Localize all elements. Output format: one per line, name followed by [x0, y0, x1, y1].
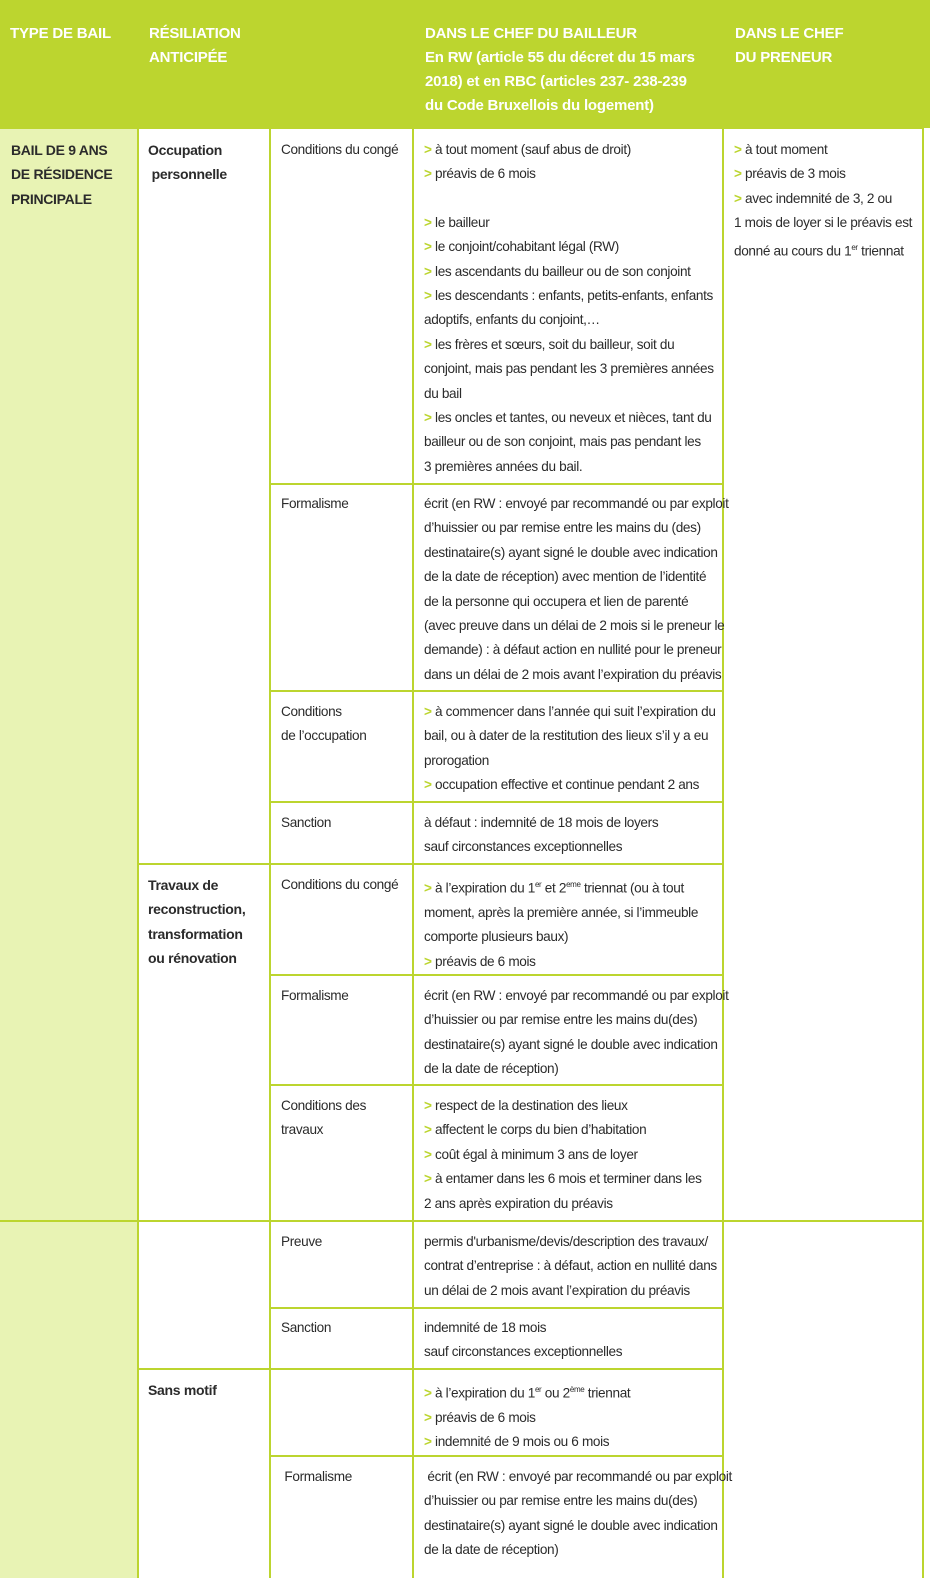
preneur-line-3: > avec indemnité de 3, 2 ou [734, 190, 892, 206]
motif-travaux-line-2: reconstruction, [148, 901, 246, 918]
aspect-sanction-1 [281, 811, 331, 835]
aspect-sanction-2-text: Sanction [281, 1320, 332, 1335]
bailleur-r9-list [424, 1316, 622, 1365]
text-line: écrit (en RW : envoyé par recommandé ou par exploit [424, 496, 729, 511]
aspect-conditions-occupation-line-2: de l’occupation [281, 728, 367, 744]
bailleur-r1a-line-2: > préavis de 6 mois [424, 166, 536, 182]
text-line: > le conjoint/cohabitant légal (RW) [424, 239, 619, 255]
bailleur-sanction-2 [424, 1316, 622, 1365]
text-line: > affectent le corps du bien d’habitation [424, 1122, 647, 1138]
spacer [424, 187, 714, 211]
grid-hline-r9 [137, 1368, 724, 1370]
text-line: d’huissier ou par remise entre les mains du(des) [424, 1493, 698, 1509]
aspect-conditions-occupation-line-1: Conditions [281, 704, 342, 719]
text-line: un délai de 2 mois avant l’expiration du préavis [424, 1282, 690, 1298]
arrow-bullet-icon: > [424, 1385, 432, 1401]
text-line: > à entamer dans les 6 mois et terminer dans les [424, 1171, 702, 1187]
header-resiliation-label: RÉSILIATION ANTICIPÉE [149, 25, 241, 66]
aspect-formalisme-3 [281, 1465, 352, 1489]
arrow-bullet-icon: > [424, 410, 432, 426]
header-preneur-label: DANS LE CHEF DU PRENEUR [735, 25, 844, 66]
text-line: > préavis de 6 mois [424, 953, 536, 969]
bailleur-conditions-conge-2 [424, 873, 698, 974]
bailleur-r1a-line-1: > à tout moment (sauf abus de droit) [424, 142, 631, 157]
preneur-line-1: > à tout moment [734, 142, 828, 157]
grid-vline-4 [722, 0, 724, 1578]
bail-type-label [11, 138, 112, 211]
text-line: d’huissier ou par remise entre les mains du(des) [424, 1012, 698, 1028]
arrow-bullet-icon: > [424, 1409, 432, 1425]
arrow-bullet-icon: > [734, 142, 742, 157]
text-line: d’huissier ou par remise entre les mains du (des) [424, 520, 701, 536]
aspect-conditions-conge-1-text: Conditions du congé [281, 142, 399, 157]
text-line: > coût égal à minimum 3 ans de loyer [424, 1146, 638, 1162]
text-line: > le bailleur [424, 214, 490, 230]
aspect-conditions-conge-2-text: Conditions du congé [281, 877, 399, 892]
text-line: > les ascendants du bailleur ou de son conjoint [424, 263, 691, 279]
preneur-text [734, 138, 912, 264]
arrow-bullet-icon: > [424, 1171, 432, 1187]
arrow-bullet-icon: > [734, 190, 742, 206]
bailleur-conditions-conge-1 [424, 138, 714, 479]
arrow-bullet-icon: > [424, 1146, 432, 1162]
arrow-bullet-icon: > [424, 880, 432, 896]
text-line: sauf circonstances exceptionnelles [424, 1344, 623, 1360]
aspect-conditions-conge-1 [281, 138, 398, 162]
text-line: prorogation [424, 752, 489, 768]
motif-travaux-line-1: Travaux de [148, 877, 219, 893]
grid-hline-r5 [269, 974, 724, 976]
bailleur-formalisme-2 [424, 984, 729, 1082]
motif-travaux [148, 873, 245, 971]
grid-hline-r2 [269, 690, 724, 692]
bailleur-conditions-travaux [424, 1094, 702, 1216]
text-line: dans un délai de 2 mois avant l’expiration du préavis [424, 666, 722, 682]
header-bailleur [413, 0, 722, 128]
text-line: moment, après la première année, si l’immeuble [424, 904, 699, 920]
bailleur-r6-list [424, 984, 729, 1082]
text-line: > à commencer dans l’année qui suit l’expiration du [424, 704, 716, 719]
aspect-formalisme-2-text: Formalisme [281, 988, 349, 1003]
arrow-bullet-icon: > [424, 263, 432, 279]
bailleur-formalisme-1 [424, 492, 729, 687]
aspect-conditions-travaux [281, 1094, 366, 1143]
header-type-de-bail [0, 0, 137, 128]
text-line: à défaut : indemnité de 18 mois de loyers [424, 815, 659, 830]
arrow-bullet-icon: > [424, 288, 432, 304]
text-line: destinataire(s) ayant signé le double avec indication [424, 1517, 718, 1533]
motif-occupation [148, 138, 227, 187]
text-line: > les oncles et tantes, ou neveux et nièces, tant du [424, 410, 712, 426]
aspect-formalisme-3-text: Formalisme [281, 1469, 352, 1484]
aspect-sanction-1-text: Sanction [281, 815, 332, 830]
text-line: 3 premières années du bail. [424, 458, 583, 474]
aspect-preuve [281, 1230, 322, 1254]
arrow-bullet-icon: > [424, 214, 432, 230]
aspect-preuve-text: Preuve [281, 1234, 322, 1249]
text-line: > les descendants : enfants, petits-enfants, enfants [424, 288, 714, 304]
text-line: indemnité de 18 mois [424, 1320, 547, 1335]
motif-travaux-line-3: transformation [148, 925, 243, 942]
aspect-conditions-travaux-line-2: travaux [281, 1122, 324, 1138]
aspect-conditions-conge-2 [281, 873, 398, 897]
grid-hline-r8 [269, 1307, 724, 1309]
bail-type-line-2: DE RÉSIDENCE [11, 166, 113, 183]
bailleur-sans-motif [424, 1378, 630, 1455]
text-line: > occupation effective et continue pendant 2 ans [424, 777, 700, 793]
grid-hline-r7 [0, 1220, 924, 1222]
bailleur-r5-list [424, 901, 698, 974]
column-shade-type-2 [0, 1222, 137, 1578]
header-type-de-bail-label: TYPE DE BAIL [10, 25, 111, 42]
text-line: destinataire(s) ayant signé le double avec indication [424, 544, 718, 560]
text-line: écrit (en RW : envoyé par recommandé ou par exploit [424, 1469, 732, 1484]
grid-hline-r1 [269, 483, 724, 485]
text-line: contrat d’entreprise : à défaut, action en nullité dans [424, 1258, 717, 1274]
text-line: permis d'urbanisme/devis/description des travaux/ [424, 1234, 708, 1249]
bailleur-r7-list [424, 1094, 702, 1216]
bail-type-line-3: PRINCIPALE [11, 190, 92, 207]
text-line: demande) : à défaut action en nullité pour le preneur [424, 642, 722, 658]
arrow-bullet-icon: > [424, 1434, 432, 1450]
text-line: > respect de la destination des lieux [424, 1098, 628, 1113]
bail-type-line-1: BAIL DE 9 ANS [11, 142, 108, 158]
grid-hline-r4 [137, 863, 724, 865]
bailleur-r2-list [424, 492, 729, 687]
preneur-line-2: > préavis de 3 mois [734, 166, 846, 182]
text-line: de la date de réception) [424, 1542, 559, 1558]
grid-vline-2 [269, 128, 271, 1578]
preneur-line-4: 1 mois de loyer si le préavis est [734, 215, 913, 231]
aspect-formalisme-1 [281, 492, 349, 516]
arrow-bullet-icon: > [424, 166, 432, 182]
text-line: du bail [424, 385, 462, 401]
bailleur-formalisme-3 [424, 1465, 732, 1563]
header-resiliation [138, 0, 412, 128]
motif-sans-motif-line-1: Sans motif [148, 1382, 217, 1398]
aspect-formalisme-2 [281, 984, 349, 1008]
text-line: sauf circonstances exceptionnelles [424, 839, 623, 855]
text-line: destinataire(s) ayant signé le double avec indication [424, 1036, 718, 1052]
motif-occupation-line-1: Occupation [148, 142, 223, 158]
bailleur-preuve [424, 1230, 717, 1303]
bailleur-r10-line-1: > à l’expiration du 1er ou 2ème triennat [424, 1385, 631, 1401]
text-line: adoptifs, enfants du conjoint,… [424, 312, 600, 328]
text-line: bailleur ou de son conjoint, mais pas pendant les [424, 434, 701, 450]
header-preneur [723, 0, 930, 128]
text-line: écrit (en RW : envoyé par recommandé ou par exploit [424, 988, 729, 1003]
text-line: de la personne qui occupera et lien de parenté [424, 593, 689, 609]
grid-hline-r10 [269, 1455, 724, 1457]
aspect-formalisme-1-text: Formalisme [281, 496, 349, 511]
grid-vline-1 [137, 0, 139, 1578]
bailleur-r4-list [424, 811, 658, 860]
arrow-bullet-icon: > [424, 142, 432, 157]
bailleur-r10-line-3: > indemnité de 9 mois ou 6 mois [424, 1434, 610, 1450]
arrow-bullet-icon: > [424, 336, 432, 352]
arrow-bullet-icon: > [424, 777, 432, 793]
grid-hline-r3 [269, 801, 724, 803]
bailleur-sanction-1 [424, 811, 658, 860]
bailleur-r11-list [424, 1465, 732, 1563]
bailleur-r1b-list [424, 211, 714, 479]
bailleur-r8-list [424, 1230, 717, 1303]
grid-vline-5 [922, 128, 924, 1578]
grid-hline-r6 [269, 1084, 724, 1086]
aspect-conditions-travaux-line-1: Conditions des [281, 1098, 367, 1113]
bailleur-r5-line-1: > à l’expiration du 1er et 2eme triennat (ou à tout [424, 880, 684, 896]
text-line: comporte plusieurs baux) [424, 929, 569, 945]
text-line: de la date de réception) avec mention de l’identité [424, 569, 707, 585]
text-line: 2 ans après expiration du préavis [424, 1195, 613, 1211]
text-line: de la date de réception) [424, 1061, 559, 1077]
column-shade-type-1 [0, 128, 137, 1221]
header-bailleur-label: DANS LE CHEF DU BAILLEUR En RW (article 55 du décret du 15 mars 2018) et en RBC (articles 237- 238-239 du Code Bruxellois du logement) [425, 25, 695, 114]
text-line: (avec preuve dans un délai de 2 mois si le preneur le [424, 618, 725, 634]
arrow-bullet-icon: > [734, 166, 742, 182]
arrow-bullet-icon: > [424, 1122, 432, 1138]
text-line: conjoint, mais pas pendant les 3 premières années [424, 361, 714, 377]
arrow-bullet-icon: > [424, 1098, 432, 1113]
preneur-line-5: donné au cours du 1er triennat [734, 242, 904, 259]
arrow-bullet-icon: > [424, 953, 432, 969]
aspect-sanction-2 [281, 1316, 331, 1340]
text-line: > les frères et sœurs, soit du bailleur, soit du [424, 336, 675, 352]
bailleur-r10-line-2: > préavis de 6 mois [424, 1409, 536, 1425]
bailleur-conditions-occupation [424, 700, 716, 798]
motif-travaux-line-4: ou rénovation [148, 950, 237, 967]
motif-sans-motif [148, 1378, 217, 1402]
grid-hline-header [0, 127, 924, 129]
bailleur-r3-list [424, 700, 716, 798]
arrow-bullet-icon: > [424, 704, 432, 719]
grid-vline-3 [412, 0, 414, 1578]
aspect-conditions-occupation [281, 700, 366, 749]
text-line: bail, ou à dater de la restitution des lieux s’il y a eu [424, 728, 709, 744]
arrow-bullet-icon: > [424, 239, 432, 255]
motif-occupation-line-2: personnelle [148, 166, 227, 183]
